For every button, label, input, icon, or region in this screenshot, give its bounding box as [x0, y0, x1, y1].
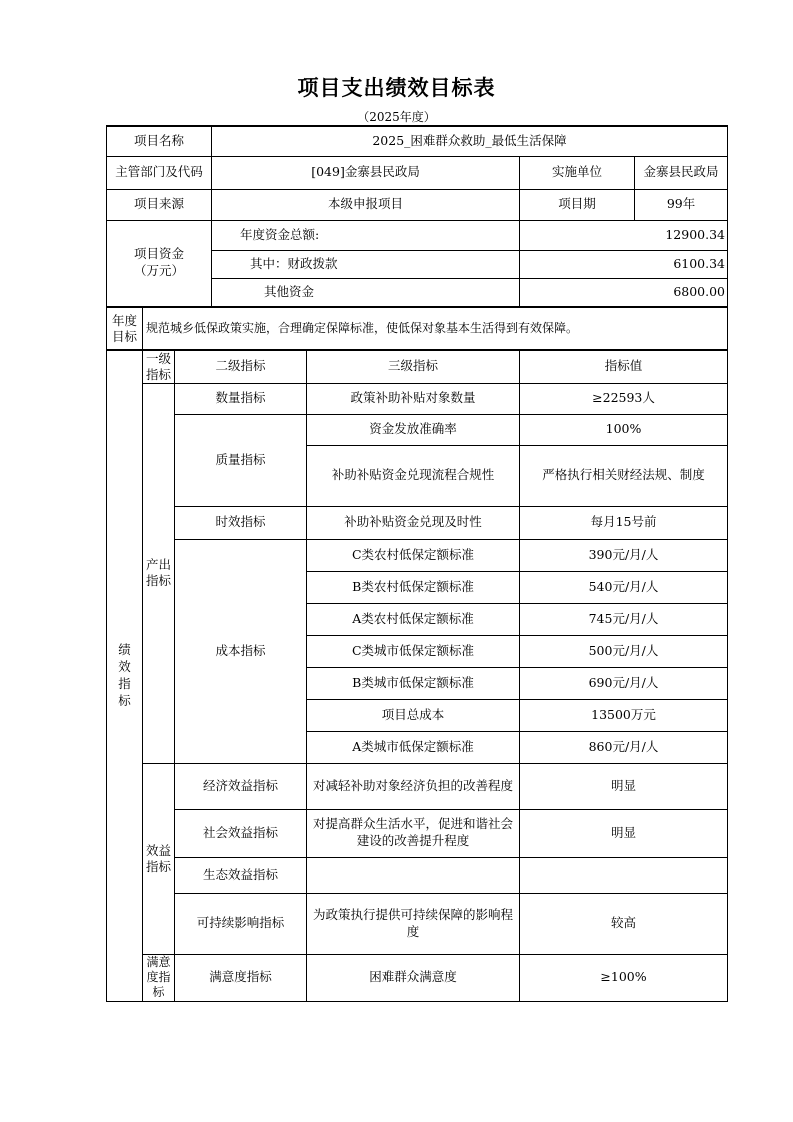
- economic-indicator: 经济效益指标: [175, 763, 307, 809]
- satisfaction-label-line3: 标: [152, 985, 165, 999]
- performance-target-table: [106, 125, 728, 1002]
- sustainable-indicator: 可持续影响指标: [175, 893, 307, 954]
- cost-item: C类农村低保定额标准: [307, 539, 520, 571]
- quality-indicator: 质量指标: [175, 414, 307, 506]
- cost-item: B类城市低保定额标准: [307, 667, 520, 699]
- table-row: [107, 383, 728, 414]
- table-row: [107, 893, 728, 954]
- impl-unit-value: 金寨县民政局: [635, 156, 728, 189]
- social-indicator: 社会效益指标: [175, 809, 307, 857]
- table-row: [107, 126, 728, 156]
- page-title: 项目支出绩效目标表: [297, 76, 496, 100]
- quality-value: 严格执行相关财经法规、制度: [520, 445, 728, 506]
- output-label-line1: 产出: [146, 557, 172, 573]
- dept-value: [049]金寨县民政局: [212, 156, 520, 189]
- ecological-indicator: 生态效益指标: [175, 857, 307, 893]
- satisfaction-label-line1: 满意: [146, 955, 171, 969]
- table-row: [107, 189, 728, 220]
- year-label: （2025年度）: [357, 110, 436, 124]
- funds-total-label: 年度资金总额:: [212, 220, 520, 250]
- header-level1: [143, 350, 175, 383]
- header-level1-line2: 指标: [146, 366, 172, 382]
- quality-value: 100%: [520, 414, 728, 445]
- quality-item: 补助补贴资金兑现流程合规性: [307, 445, 520, 506]
- annual-goal-label-line1: 年度: [111, 312, 137, 328]
- cost-value: 860元/月/人: [520, 731, 728, 763]
- timeliness-value: 每月15号前: [520, 506, 728, 539]
- funds-other-label: 其他资金: [212, 278, 520, 307]
- funds-fiscal-label: 其中：财政拨款: [212, 250, 520, 278]
- funds-label: [107, 220, 212, 307]
- benefit-indicators-label: [143, 763, 175, 954]
- quality-item: 资金发放准确率: [307, 414, 520, 445]
- impl-unit-label: 实施单位: [520, 156, 635, 189]
- cost-indicator: 成本指标: [175, 539, 307, 763]
- cost-value: 500元/月/人: [520, 635, 728, 667]
- table-row: [107, 506, 728, 539]
- dept-label: 主管部门及代码: [107, 156, 212, 189]
- sustainable-item: 为政策执行提供可持续保障的影响程度: [307, 893, 520, 954]
- funds-fiscal-value: 6100.34: [520, 250, 728, 278]
- cost-item: 项目总成本: [307, 699, 520, 731]
- source-label: 项目来源: [107, 189, 212, 220]
- output-indicators-label: [143, 383, 175, 763]
- header-level1-line1: 一级: [146, 351, 172, 367]
- cost-value: 690元/月/人: [520, 667, 728, 699]
- timeliness-indicator: 时效指标: [175, 506, 307, 539]
- quantity-value: ≥22593人: [520, 383, 728, 414]
- cost-item: A类农村低保定额标准: [307, 603, 520, 635]
- benefit-label-line2: 指标: [146, 858, 172, 874]
- quantity-item: 政策补助补贴对象数量: [307, 383, 520, 414]
- project-name-label: 项目名称: [107, 126, 212, 156]
- output-label-line2: 指标: [146, 573, 172, 588]
- table-row: [107, 809, 728, 857]
- funds-total-value: 12900.34: [520, 220, 728, 250]
- cost-value: 13500万元: [520, 699, 728, 731]
- annual-goal-label: [107, 307, 143, 350]
- header-level2: 二级指标: [175, 350, 307, 383]
- table-row: [107, 220, 728, 250]
- project-name-value: 2025_困难群众救助_最低生活保障: [212, 126, 728, 156]
- cost-item: C类城市低保定额标准: [307, 635, 520, 667]
- satisfaction-item: 困难群众满意度: [307, 954, 520, 1001]
- ecological-item: [307, 857, 520, 893]
- timeliness-item: 补助补贴资金兑现及时性: [307, 506, 520, 539]
- satisfaction-indicators-label: [143, 954, 175, 1001]
- economic-item: 对减轻补助对象经济负担的改善程度: [307, 763, 520, 809]
- table-row: [107, 307, 728, 350]
- table-row: [107, 539, 728, 571]
- perf-label-char: 指: [118, 675, 131, 691]
- social-item: 对提高群众生活水平，促进和谐社会建设的改善提升程度: [307, 809, 520, 857]
- cost-item: B类农村低保定额标准: [307, 571, 520, 603]
- header-level3: 三级指标: [307, 350, 520, 383]
- satisfaction-indicator: 满意度指标: [175, 954, 307, 1001]
- table-row: [107, 414, 728, 445]
- satisfaction-value: ≥100%: [520, 954, 728, 1001]
- benefit-label-line1: 效益: [146, 842, 172, 858]
- ecological-value: [520, 857, 728, 893]
- period-value: 99年: [635, 189, 728, 220]
- perf-indicators-label: [107, 350, 143, 1001]
- satisfaction-label-line2: 度指: [146, 970, 171, 984]
- table-row: [107, 156, 728, 189]
- period-label: 项目期: [520, 189, 635, 220]
- funds-label-line2: （万元）: [134, 263, 185, 279]
- annual-goal-label-line2: 目标: [111, 328, 137, 344]
- funds-label-line1: 项目资金: [134, 246, 185, 262]
- table-row: [107, 350, 728, 383]
- source-value: 本级申报项目: [212, 189, 520, 220]
- funds-other-value: 6800.00: [520, 278, 728, 307]
- table-row: [107, 763, 728, 809]
- economic-value: 明显: [520, 763, 728, 809]
- annual-goal-text: 规范城乡低保政策实施，合理确定保障标准，使低保对象基本生活得到有效保障。: [143, 307, 728, 350]
- cost-value: 390元/月/人: [520, 539, 728, 571]
- perf-label-char: 绩: [118, 642, 131, 657]
- perf-label-char: 标: [118, 692, 131, 708]
- perf-label-char: 效: [118, 658, 131, 674]
- social-value: 明显: [520, 809, 728, 857]
- table-row: [107, 954, 728, 1001]
- table-row: [107, 857, 728, 893]
- header-value: 指标值: [520, 350, 728, 383]
- quantity-indicator: 数量指标: [175, 383, 307, 414]
- cost-value: 745元/月/人: [520, 603, 728, 635]
- sustainable-value: 较高: [520, 893, 728, 954]
- cost-item: A类城市低保定额标准: [307, 731, 520, 763]
- cost-value: 540元/月/人: [520, 571, 728, 603]
